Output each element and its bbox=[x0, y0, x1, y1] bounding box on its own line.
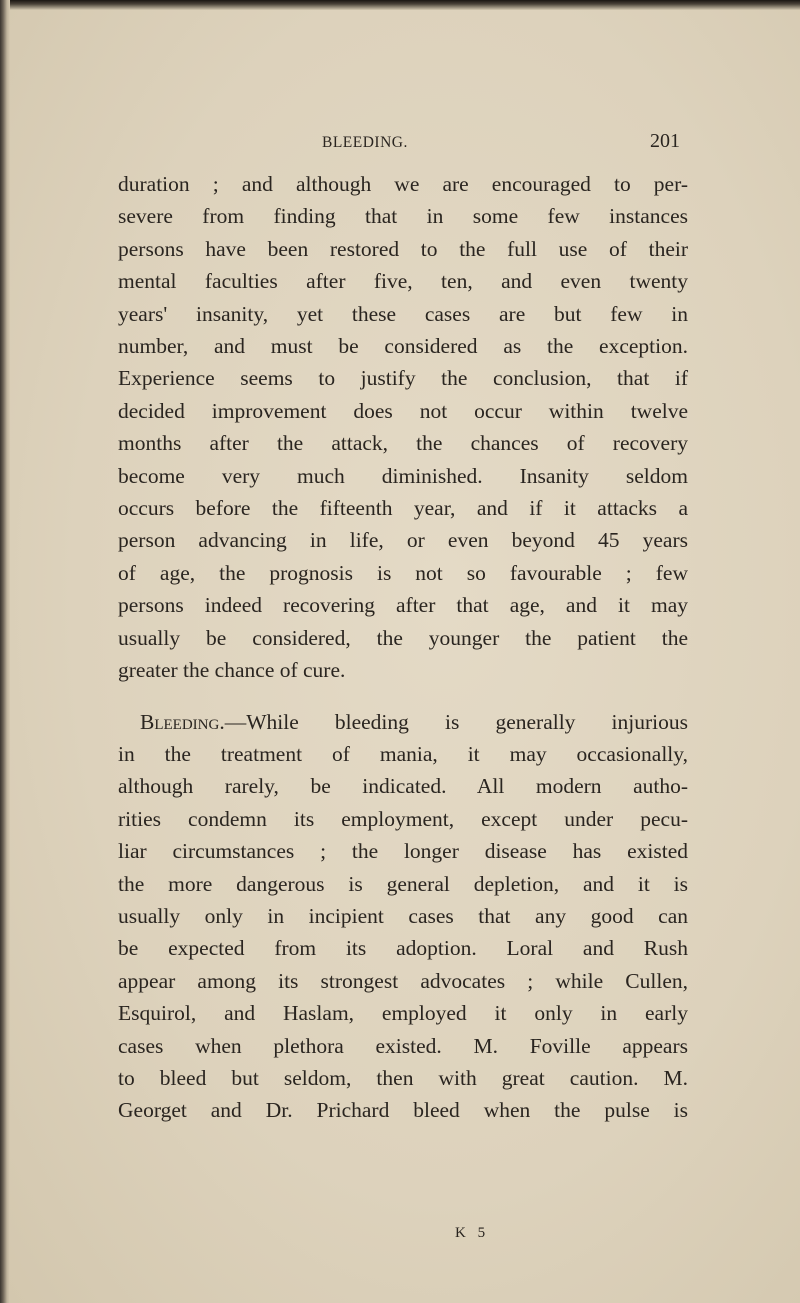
page-binding-edge bbox=[0, 0, 10, 1303]
text-line: Esquirol, and Haslam, employed it only in early bbox=[118, 1001, 688, 1026]
text-line: usually be considered, the younger the patient the bbox=[118, 625, 688, 650]
text-line: rities condemn its employment, except under pecu- bbox=[118, 806, 688, 831]
text-line: although rarely, be indicated. All modern autho- bbox=[118, 774, 688, 799]
text-line: years' insanity, yet these cases are but few in bbox=[118, 301, 688, 326]
paragraph-gap bbox=[118, 687, 688, 706]
text-line: occurs before the fifteenth year, and if it attacks a bbox=[118, 496, 688, 521]
text-line: liar circumstances ; the longer disease has existed bbox=[118, 839, 688, 864]
text-line: appear among its strongest advocates ; while Cullen, bbox=[118, 968, 688, 993]
text-line bbox=[118, 706, 688, 738]
text-line: severe from finding that in some few instances bbox=[118, 204, 688, 229]
running-head: BLEEDING. bbox=[322, 134, 408, 151]
signature-mark: K 5 bbox=[455, 1225, 490, 1241]
section-heading: Bleeding. bbox=[140, 709, 225, 734]
paragraph-2 bbox=[118, 706, 688, 1127]
page-top-edge bbox=[0, 0, 800, 10]
text-line: Experience seems to justify the conclusion, that if bbox=[118, 366, 688, 391]
page-header bbox=[90, 130, 680, 160]
text-line: mental faculties after five, ten, and even twenty bbox=[118, 269, 688, 294]
text-line: to bleed but seldom, then with great caution. M. bbox=[118, 1065, 688, 1090]
text-line: Georget and Dr. Prichard bleed when the pulse is bbox=[118, 1098, 688, 1123]
text-line: months after the attack, the chances of recovery bbox=[118, 431, 688, 456]
text-line: persons have been restored to the full use of their bbox=[118, 236, 688, 261]
text-line: the more dangerous is general depletion, and it is bbox=[118, 871, 688, 896]
text-line: of age, the prognosis is not so favourable ; few bbox=[118, 560, 688, 585]
text-line: become very much diminished. Insanity seldom bbox=[118, 463, 688, 488]
text-line-rest: —While bleeding is generally injurious bbox=[224, 709, 688, 734]
paragraph-1 bbox=[118, 168, 688, 687]
body-text bbox=[118, 168, 688, 1127]
text-line: duration ; and although we are encouraged to per- bbox=[118, 172, 688, 196]
text-line: cases when plethora existed. M. Foville appears bbox=[118, 1033, 688, 1058]
page-number: 201 bbox=[650, 130, 680, 152]
text-line: usually only in incipient cases that any good can bbox=[118, 903, 688, 928]
text-line: person advancing in life, or even beyond 45 years bbox=[118, 528, 688, 553]
text-line: in the treatment of mania, it may occasionally, bbox=[118, 741, 688, 766]
text-line: decided improvement does not occur within twelve bbox=[118, 398, 688, 423]
text-line: be expected from its adoption. Loral and Rush bbox=[118, 936, 688, 961]
text-line: number, and must be considered as the exception. bbox=[118, 334, 688, 359]
text-line: persons indeed recovering after that age, and it may bbox=[118, 593, 688, 618]
text-line: greater the chance of cure. bbox=[118, 658, 346, 683]
